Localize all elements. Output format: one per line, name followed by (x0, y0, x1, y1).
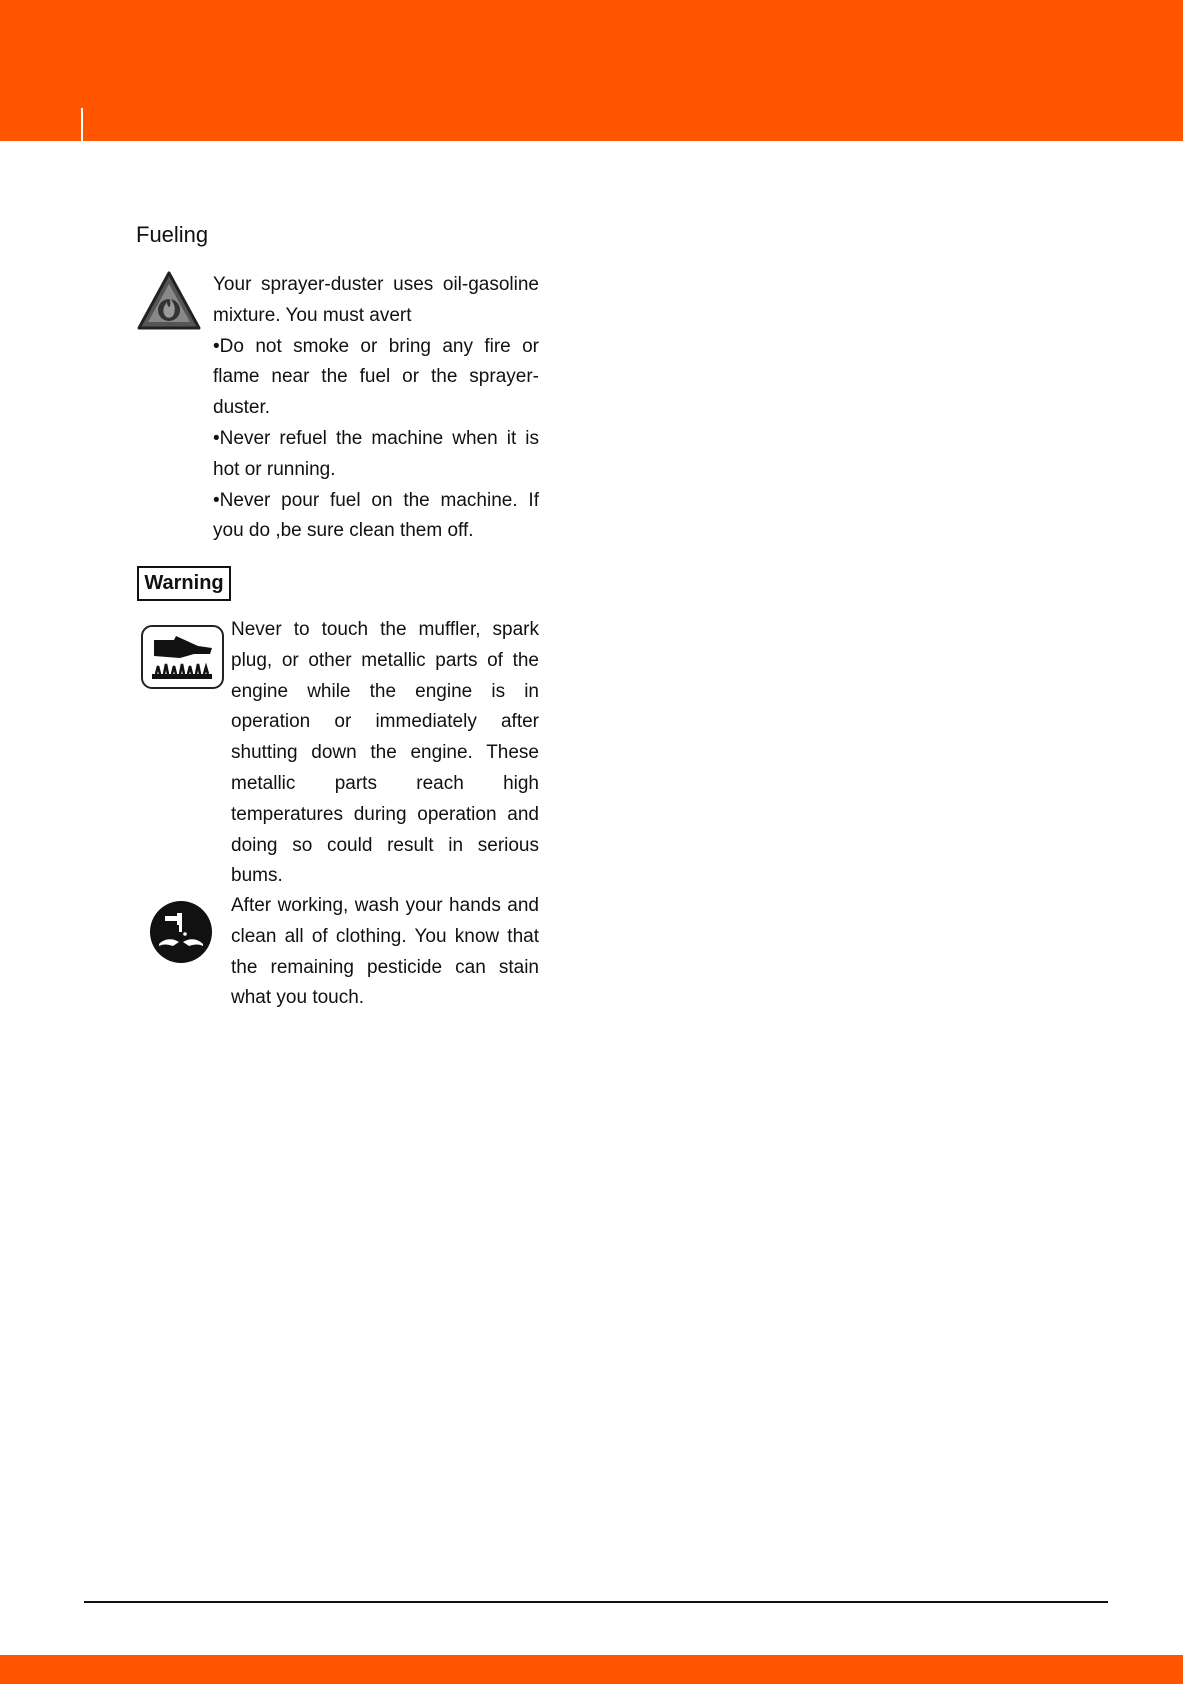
flammable-warning-icon (136, 270, 202, 332)
wash-hands-icon (149, 900, 213, 964)
fueling-rule-no-fire: •Do not smoke or bring any fire or flame near the fuel or the sprayer-duster. (213, 335, 539, 419)
header-band-edge (1183, 0, 1191, 141)
warning-label: Warning (137, 566, 231, 601)
fueling-intro: Your sprayer-duster uses oil-gasoline mixture. You must avert (213, 274, 539, 326)
wash-hands-text: After working, wash your hands and clean all of clothing. You know that the remaining pesticide can stain what you touch. (231, 895, 539, 1009)
hot-parts-warning-text: Never to touch the muffler, spark plug, or other metallic parts of the engine while the engine is in operation or immediately after shutting down the engine. These metallic parts reach high temperatures during operation and doing so could result in serious bums. (231, 619, 539, 887)
fueling-rule-no-refuel-hot: •Never refuel the machine when it is hot or running. (213, 427, 539, 480)
fueling-instructions (213, 270, 539, 547)
footer-band (0, 1655, 1191, 1684)
header-tick-mark (81, 108, 83, 141)
section-heading: Fueling (136, 222, 209, 247)
hot-surface-hand-icon (140, 624, 225, 690)
footer-rule (84, 1601, 1108, 1603)
header-band (0, 0, 1191, 141)
footer-band-edge (1183, 1655, 1191, 1684)
fueling-rule-no-pour: •Never pour fuel on the machine. If you do ,be sure clean them off. (213, 489, 539, 542)
